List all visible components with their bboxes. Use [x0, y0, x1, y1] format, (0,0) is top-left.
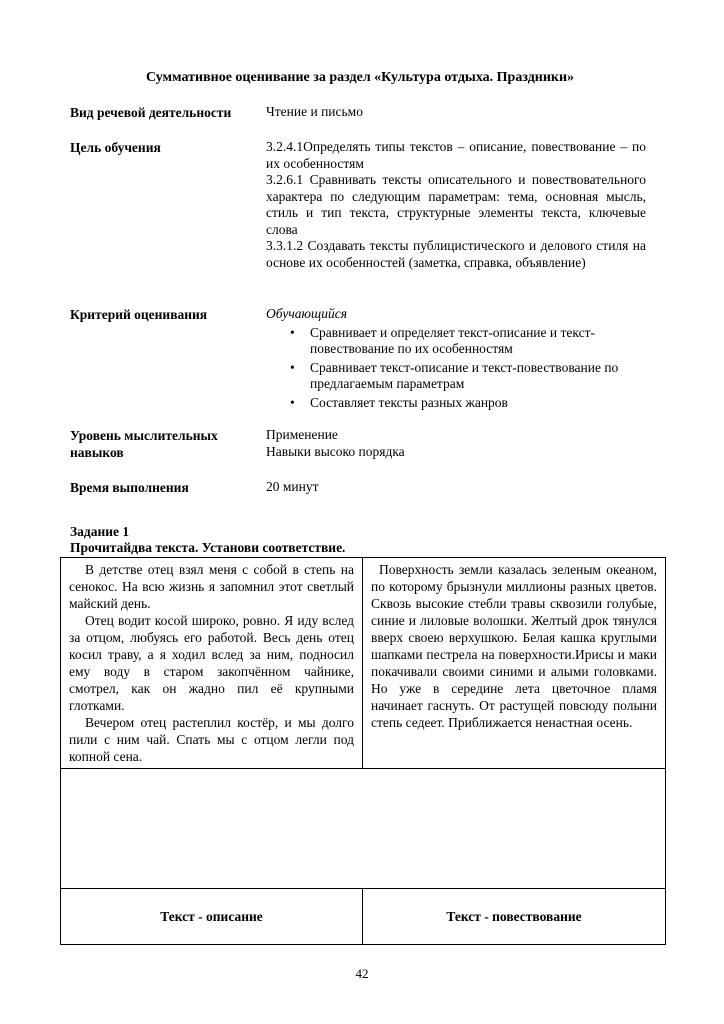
description-cell: Текст - описание: [61, 889, 363, 945]
task-table: [60, 557, 666, 945]
goal-item: 3.3.1.2 Создавать тексты публицистического и делового стиля на основе их особенностей (заметка, справка, объявление): [266, 238, 646, 270]
criteria-intro: Обучающийся: [266, 306, 348, 321]
criteria-list: [266, 325, 646, 412]
narrative-cell: Текст - повествование: [363, 889, 666, 945]
page-title: Суммативное оценивание за раздел «Культура отдыха. Праздники»: [145, 70, 575, 85]
goal-label: Цель обучения: [70, 140, 161, 155]
table-row: [61, 769, 666, 889]
page-number: 42: [355, 966, 369, 981]
bullet-icon: •: [290, 394, 295, 410]
activity-value: Чтение и письмо: [266, 104, 363, 119]
criteria-label: Критерий оценивания: [70, 307, 208, 322]
activity-label: Вид речевой деятельности: [70, 105, 232, 120]
bullet-icon: •: [290, 359, 295, 375]
text-paragraph: В детстве отец взял меня с собой в степь на сенокос. На всю жизнь я запомнил этот светлый майский день.: [69, 562, 354, 611]
level-value: Навыки высоко порядка: [266, 443, 405, 459]
task-instruction: Прочитайдва текста. Установи соответствие.: [70, 540, 346, 555]
bullet-icon: •: [290, 324, 295, 340]
criteria-item: • Сравнивает текст-описание и текст-повествование по предлагаемым параметрам: [290, 359, 619, 391]
table-row: [61, 558, 666, 769]
table-row: [61, 889, 666, 945]
text-left-cell: [61, 558, 363, 769]
criteria-block: [266, 306, 646, 413]
level-values: [266, 427, 646, 460]
level-label: Уровень мыслительных навыков: [70, 428, 218, 460]
goal-item: 3.2.4.1Определять типы текстов – описание, повествование – по их особенностям: [266, 139, 646, 171]
text-paragraph: Вечером отец растеплил костёр, и мы долго пили с ним чай. Спать мы с отцом легли под копной сена.: [69, 715, 354, 764]
goal-list: [266, 139, 646, 271]
text-right-cell: [363, 558, 666, 769]
answer-area[interactable]: [61, 769, 666, 889]
time-label: Время выполнения: [70, 480, 189, 495]
text-paragraph: Отец водит косой широко, ровно. Я иду вслед за отцом, любуясь его работой. Весь день отец косил траву, а я ходил вслед за ним, подносил ему воду в старом закопчённом чайнике, смотрел, как он жадно пил её крупными глотками.: [69, 613, 354, 713]
task-heading: Задание 1: [70, 524, 130, 539]
goal-item: 3.2.6.1 Сравнивать тексты описательного и повествовательного характера по следующим параметрам: тема, основная мысль, стиль и тип текста, структурные элементы текста, ключевые слова: [266, 172, 646, 237]
level-value: Применение: [266, 427, 338, 442]
criteria-item: • Составляет тексты разных жанров: [290, 394, 508, 410]
time-value: 20 минут: [266, 479, 319, 494]
text-paragraph: Поверхность земли казалась зеленым океаном, по которому брызнули миллионы разных цветов. Сквозь высокие стебли травы сквозили голубые, синие и лиловые волошки. Желтый дрок тянулся вверх своею верхушкою. Белая кашка круглыми шапками пестрела на поверхности.Ирисы и маки покачивали своими синими и алыми головками. Но уже в середине лета цветочное пламя начинает гаснуть. От растущей повсюду полыни степь седеет. Приближается ненастная осень.: [371, 562, 657, 730]
criteria-item: • Сравнивает и определяет текст-описание и текст-повествование по их особенностям: [290, 324, 596, 356]
